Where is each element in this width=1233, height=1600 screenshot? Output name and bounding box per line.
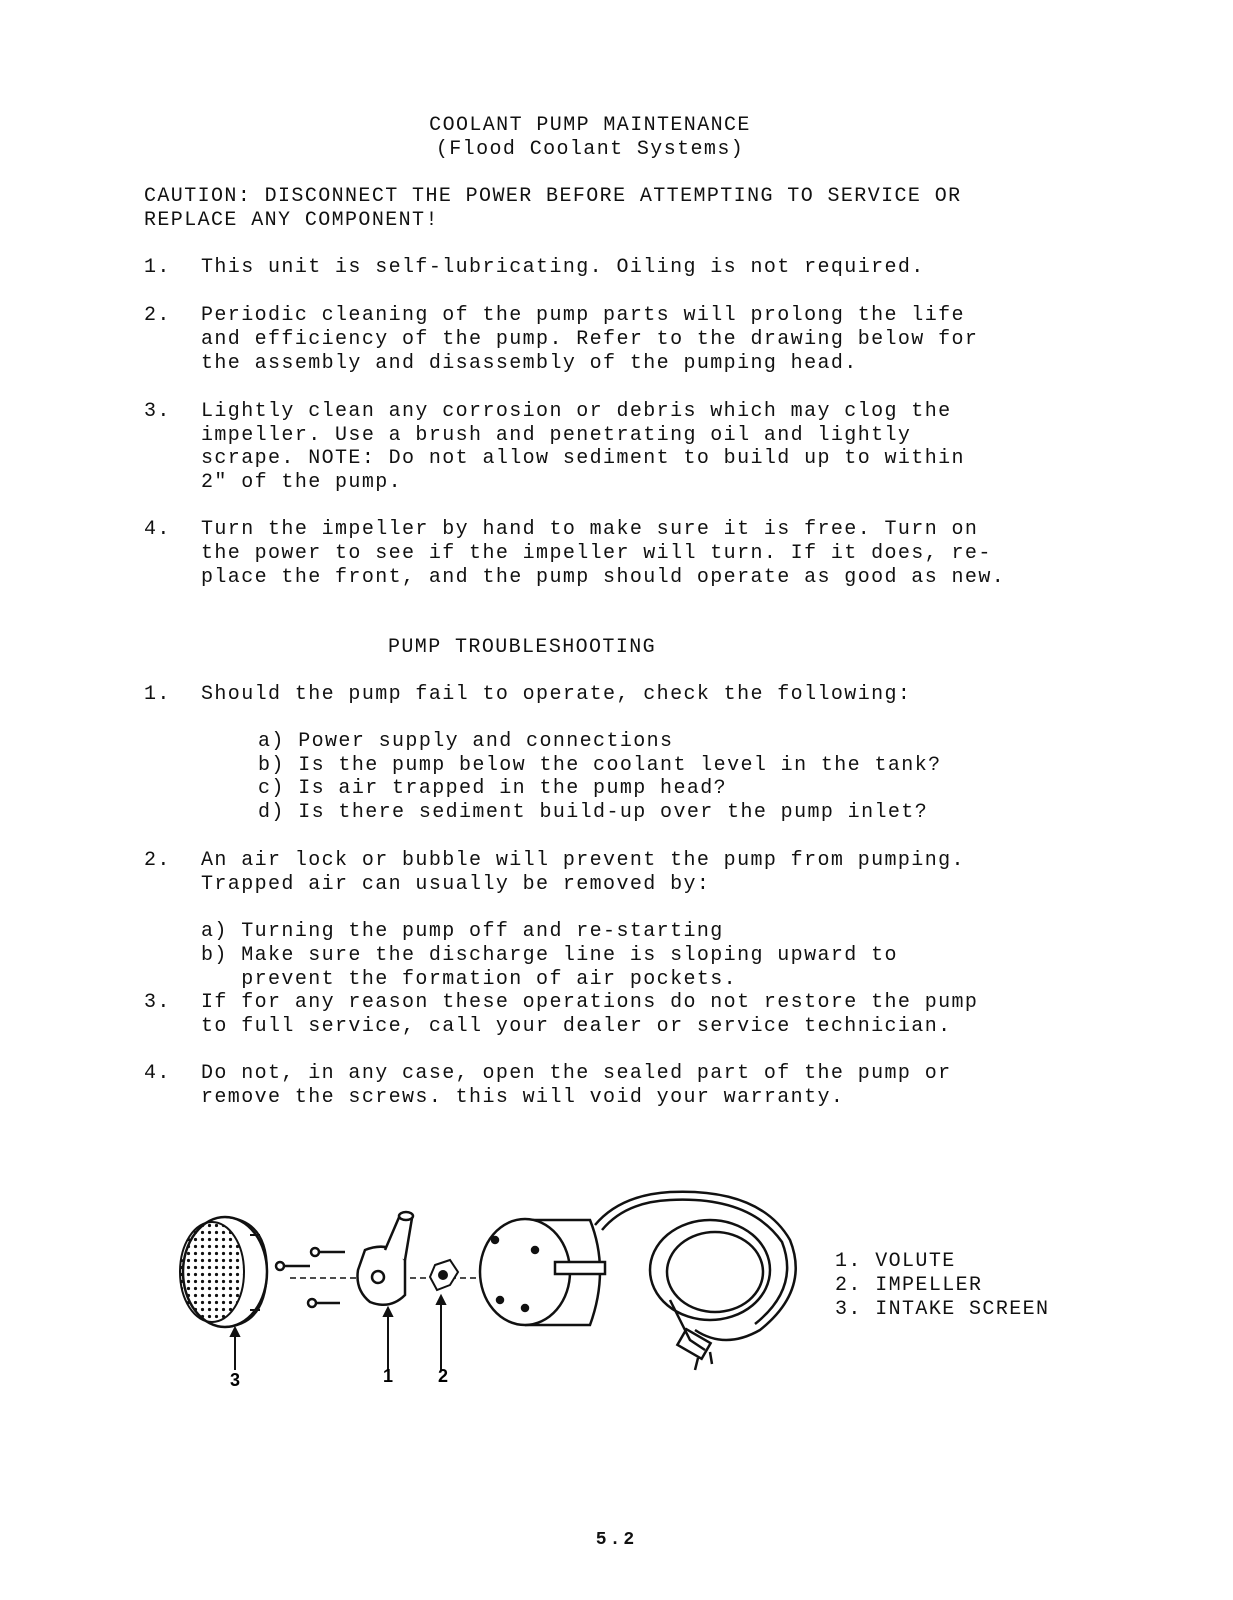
intake-screen-drawing [180, 1217, 267, 1327]
maint-3-line-1: Lightly clean any corrosion or debris which may clog the [201, 400, 952, 423]
motor-housing-drawing [480, 1219, 605, 1325]
maint-4-line-1: Turn the impeller by hand to make sure it is free. Turn on [201, 518, 979, 541]
maint-3-line-2: impeller. Use a brush and penetrating oil and lightly [201, 424, 912, 447]
ts-4-line-2: remove the screws. this will void your warranty. [201, 1086, 845, 1109]
ts-1-sub-c: c) Is air trapped in the pump head? [258, 777, 728, 800]
maint-2-line-3: the assembly and disassembly of the pumping head. [201, 352, 858, 375]
maint-2-number: 2. [144, 304, 171, 327]
callout-2: 2 [437, 1366, 449, 1386]
ts-3-line-2: to full service, call your dealer or service technician. [201, 1015, 952, 1038]
ts-1-line: Should the pump fail to operate, check the following: [201, 683, 912, 706]
legend-item-volute: 1. VOLUTE [835, 1250, 956, 1273]
ts-2-line-2: Trapped air can usually be removed by: [201, 873, 711, 896]
volute-drawing [358, 1212, 414, 1305]
ts-1-sub-d: d) Is there sediment build-up over the pump inlet? [258, 801, 929, 824]
page-number: 5.2 [595, 1530, 638, 1550]
pump-exploded-diagram [150, 1180, 840, 1400]
ts-2-line-1: An air lock or bubble will prevent the pump from pumping. [201, 849, 965, 872]
maint-3-line-4: 2" of the pump. [201, 471, 403, 494]
ts-4-number: 4. [144, 1062, 171, 1085]
maint-2-line-2: and efficiency of the pump. Refer to the drawing below for [201, 328, 979, 351]
troubleshooting-title: PUMP TROUBLESHOOTING [388, 636, 657, 659]
ts-2-sub-b-cont: prevent the formation of air pockets. [201, 968, 738, 991]
maint-3-line-3: scrape. NOTE: Do not allow sediment to build up to within [201, 447, 965, 470]
ts-2-sub-a: a) Turning the pump off and re-starting [201, 920, 724, 943]
ts-1-sub-b: b) Is the pump below the coolant level in the tank? [258, 754, 942, 777]
ts-2-sub-b: b) Make sure the discharge line is sloping upward to [201, 944, 898, 967]
maint-4-number: 4. [144, 518, 171, 541]
ts-1-number: 1. [144, 683, 171, 706]
maint-1-number: 1. [144, 256, 171, 279]
legend-item-impeller: 2. IMPELLER [835, 1274, 983, 1297]
page-title: COOLANT PUMP MAINTENANCE [429, 114, 751, 137]
page-subtitle: (Flood Coolant Systems) [435, 138, 745, 161]
ts-1-sub-a: a) Power supply and connections [258, 730, 674, 753]
maint-1-line-1: This unit is self-lubricating. Oiling is not required. [201, 256, 925, 279]
callout-3: 3 [229, 1370, 241, 1390]
power-cord-drawing [595, 1192, 796, 1370]
legend-item-intake-screen: 3. INTAKE SCREEN [835, 1298, 1050, 1321]
maint-2-line-1: Periodic cleaning of the pump parts will prolong the life [201, 304, 965, 327]
caution-line-2: REPLACE ANY COMPONENT! [144, 209, 439, 232]
impeller-drawing [430, 1260, 458, 1290]
maint-4-line-2: the power to see if the impeller will turn. If it does, re- [201, 542, 992, 565]
callout-1: 1 [382, 1366, 394, 1386]
ts-4-line-1: Do not, in any case, open the sealed part of the pump or [201, 1062, 952, 1085]
caution-line-1: CAUTION: DISCONNECT THE POWER BEFORE ATTEMPTING TO SERVICE OR [144, 185, 962, 208]
maint-4-line-3: place the front, and the pump should operate as good as new. [201, 566, 1006, 589]
maint-3-number: 3. [144, 400, 171, 423]
ts-2-number: 2. [144, 849, 171, 872]
ts-3-number: 3. [144, 991, 171, 1014]
callout-arrows [231, 1296, 445, 1370]
ts-3-line-1: If for any reason these operations do not restore the pump [201, 991, 979, 1014]
